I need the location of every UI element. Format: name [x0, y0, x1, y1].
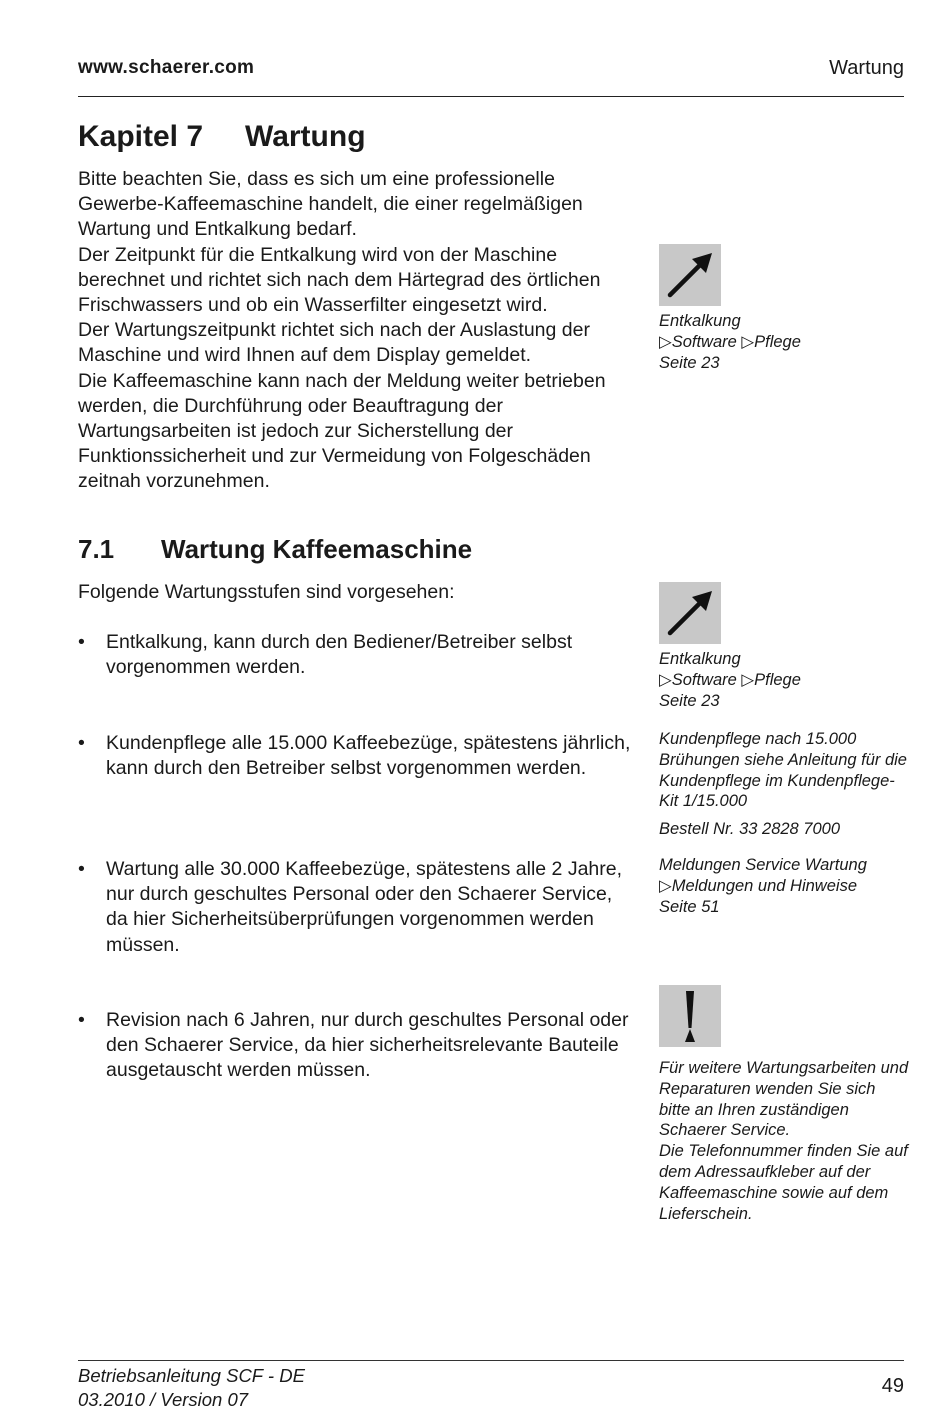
intro-paragraph: Bitte beachten Sie, dass es sich um eine professionelle Gewerbe-Kaffeemaschine handelt, die einer regelmäßigen Wartung und Entkalkung bedarf.: [78, 167, 638, 243]
warning-text: Für weitere Wartungsarbeiten und Reparaturen wenden Sie sich bitte an Ihren zuständigen Schaerer Service.: [659, 1058, 909, 1141]
cross-reference-arrow-icon: [659, 244, 721, 306]
path-arrow-icon: ▷: [659, 877, 672, 895]
section-heading: [78, 534, 472, 565]
list-item-text: Revision nach 6 Jahren, nur durch geschultes Personal oder den Schaerer Service, da hier sicherheitsrelevante Bauteile ausgetauscht werden müssen.: [106, 1009, 628, 1081]
footer-doc-info: [78, 1364, 305, 1411]
path-arrow-icon: ▷: [659, 333, 672, 351]
header-url: www.schaerer.com: [78, 57, 254, 79]
sidenote-path: [659, 332, 909, 353]
section-lead: Folgende Wartungsstufen sind vorgesehen:: [78, 580, 638, 605]
chapter-title: Wartung: [245, 120, 366, 153]
sidenote-page: Seite 23: [659, 691, 909, 712]
list-item: [78, 630, 638, 680]
intro-paragraph: Die Kaffeemaschine kann nach der Meldung weiter betrieben werden, die Durchführung oder Beauftragung der Wartungsarbeiten ist jedoch zur Sicherstellung der Funktionssicherheit und zur Vermeidung von Folgeschäden zeitnah vorzunehmen.: [78, 369, 638, 495]
list-item-text: Wartung alle 30.000 Kaffeebezüge, spätestens alle 2 Jahre, nur durch geschultes Personal oder den Schaerer Service, da hier Sicherheitsüberprüfungen vorgenommen werden müssen.: [106, 858, 622, 956]
path-segment: Software: [672, 333, 737, 351]
sidenote-title: Meldungen Service Wartung: [659, 855, 909, 876]
bullet-icon: •: [78, 857, 85, 882]
chapter-number: Kapitel 7: [78, 120, 245, 154]
header-section-title: Wartung: [829, 57, 904, 80]
sidenote-reference-entkalkung: [659, 311, 909, 373]
list-item-text: Kundenpflege alle 15.000 Kaffeebezüge, spätestens jährlich, kann durch den Betreiber selbst vorgenommen werden.: [106, 732, 630, 779]
intro-paragraph: Der Wartungszeitpunkt richtet sich nach der Auslastung der Maschine und wird Ihnen auf dem Display gemeldet.: [78, 318, 638, 368]
header-divider: [78, 96, 904, 97]
cross-reference-arrow-icon: [659, 582, 721, 644]
section-title: Wartung Kaffeemaschine: [161, 534, 472, 564]
path-arrow-icon: ▷: [659, 671, 672, 689]
bullet-icon: •: [78, 731, 85, 756]
warning-text: Die Telefonnummer finden Sie auf dem Adressaufkleber auf der Kaffeemaschine sowie auf dem Lieferschein.: [659, 1141, 909, 1224]
warning-exclamation-icon: [659, 985, 721, 1047]
section-number: 7.1: [78, 534, 161, 565]
sidenote-title: Entkalkung: [659, 311, 909, 332]
chapter-intro: [78, 167, 638, 495]
sidenote-page: Seite 51: [659, 897, 909, 918]
bullet-icon: •: [78, 630, 85, 655]
sidenote-kundenpflege: Kundenpflege nach 15.000 Brühungen siehe Anleitung für die Kundenpflege im Kundenpflege-Kit 1/15.000: [659, 729, 909, 812]
chapter-heading: [78, 120, 366, 154]
list-item: [78, 1008, 638, 1084]
path-segment: Meldungen und Hinweise: [672, 877, 857, 895]
list-item: [78, 731, 638, 781]
footer-doc-title: Betriebsanleitung SCF - DE: [78, 1364, 305, 1388]
footer-divider: [78, 1360, 904, 1361]
path-segment: Pflege: [754, 333, 801, 351]
intro-paragraph: Der Zeitpunkt für die Entkalkung wird von der Maschine berechnet und richtet sich nach dem Härtegrad des örtlichen Frischwassers und ob ein Wasserfilter eingesetzt wird.: [78, 243, 638, 319]
path-segment: Pflege: [754, 671, 801, 689]
page-number: 49: [882, 1375, 904, 1398]
sidenote-order-number: Bestell Nr. 33 2828 7000: [659, 819, 909, 840]
sidenote-path: [659, 876, 909, 897]
path-arrow-icon: ▷: [741, 671, 754, 689]
footer-version: 03.2010 / Version 07: [78, 1388, 305, 1411]
list-item-text: Entkalkung, kann durch den Bediener/Betreiber selbst vorgenommen werden.: [106, 631, 572, 678]
sidenote-warning: [659, 1058, 909, 1224]
list-item: [78, 857, 638, 958]
sidenote-meldungen: [659, 855, 909, 917]
path-arrow-icon: ▷: [741, 333, 754, 351]
sidenote-reference-entkalkung: [659, 649, 909, 711]
bullet-icon: •: [78, 1008, 85, 1033]
path-segment: Software: [672, 671, 737, 689]
sidenote-path: [659, 670, 909, 691]
sidenote-title: Entkalkung: [659, 649, 909, 670]
sidenote-page: Seite 23: [659, 353, 909, 374]
